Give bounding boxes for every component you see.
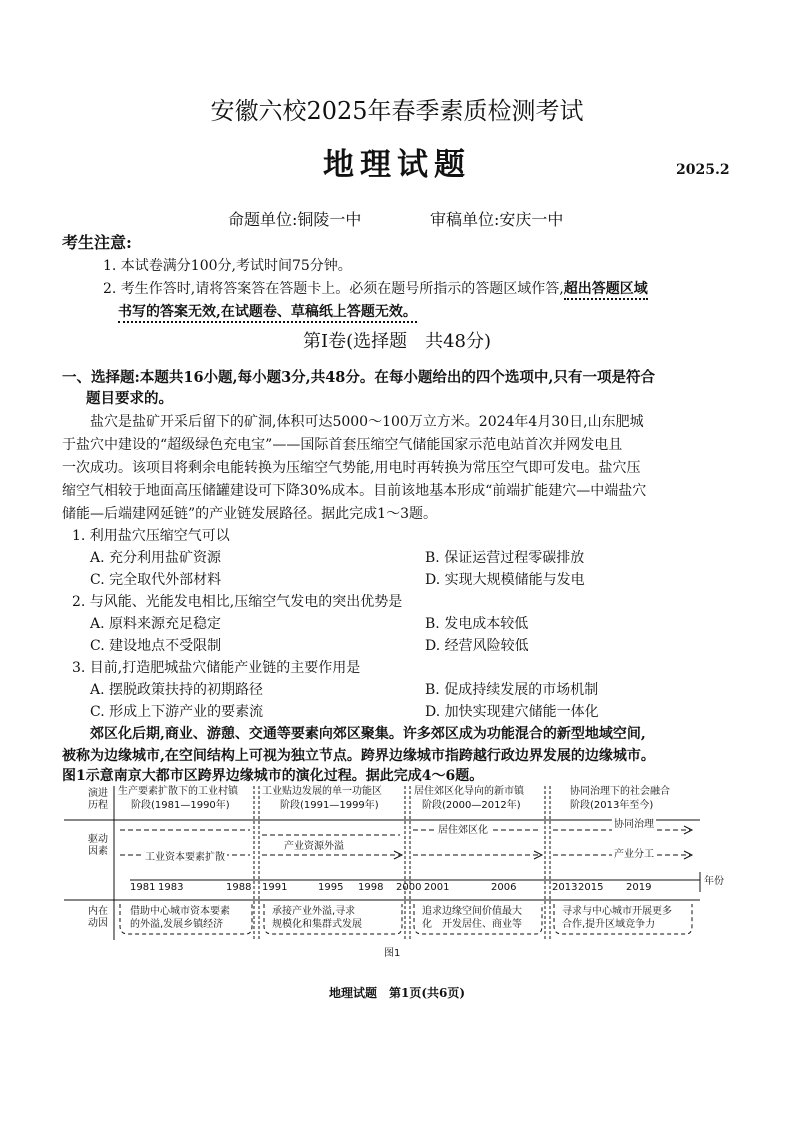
question-3-option-c: C. 形成上下游产业的要素流 bbox=[90, 704, 264, 720]
motive-line: 寻求与中心城市开展更多 bbox=[562, 906, 672, 917]
year-tick: 2006 bbox=[491, 882, 517, 893]
stage-3-name: 居住郊区化导向的新市镇 bbox=[414, 786, 524, 797]
passage-2-line: 郊区化后期,商业、游憩、交通等要素向郊区聚集。许多郊区成为功能混合的新型地域空间, bbox=[62, 726, 646, 742]
driver-label: 产业分工 bbox=[614, 849, 654, 860]
passage-1-line: 缩空气相较于地面高压储罐建设可下降30%成本。目前该地基本形成“前端扩能建穴—中端盐穴 bbox=[62, 483, 647, 499]
exam-date: 2025.2 bbox=[676, 162, 730, 178]
motive-line: 化 开发居住、商业等 bbox=[422, 919, 522, 930]
stage-3-period: 阶段(2000—2012年) bbox=[422, 800, 521, 811]
year-tick: 1991 bbox=[262, 882, 288, 893]
passage-2-line: 被称为边缘城市,在空间结构上可视为独立节点。跨界边缘城市指跨越行政边界发展的边缘城市。 bbox=[62, 748, 655, 764]
year-tick: 2019 bbox=[626, 882, 652, 893]
stage-4-name: 协同治理下的社会融合 bbox=[570, 786, 670, 797]
notice-item-2-emphasis: 超出答题区域 bbox=[564, 281, 648, 300]
proposer: 命题单位:铜陵一中 bbox=[228, 210, 362, 229]
stage-2-name: 工业贴边发展的单一功能区 bbox=[262, 786, 382, 797]
motive-line: 承接产业外溢,寻求 bbox=[272, 906, 356, 917]
year-tick: 2001 bbox=[424, 882, 450, 893]
page-footer: 地理试题 第1页(共6页) bbox=[328, 986, 466, 1000]
question-3-option-a: A. 摆脱政策扶持的初期路径 bbox=[90, 682, 264, 698]
section-instruction-cont: 题目要求的。 bbox=[86, 390, 173, 407]
year-tick: 1988 bbox=[226, 882, 252, 893]
reviewer: 审稿单位:安庆一中 bbox=[430, 210, 564, 229]
notice-item-1: 1. 本试卷满分100分,考试时间75分钟。 bbox=[103, 258, 352, 274]
notice-item-2-text: 2. 考生作答时,请将答案答在答题卡上。必须在题号所指示的答题区域作答, bbox=[103, 281, 564, 297]
row-label-motive: 内在动因 bbox=[88, 906, 108, 929]
question-1-option-a: A. 充分利用盐矿资源 bbox=[90, 550, 222, 566]
stage-1-period: 阶段(1981—1990年) bbox=[131, 800, 230, 811]
volume-title: 第Ⅰ卷(选择题 共48分) bbox=[302, 331, 492, 352]
question-2-option-b: B. 发电成本较低 bbox=[425, 616, 529, 632]
notice-item-2-emphasis-line2: 书写的答案无效,在试题卷、草稿纸上答题无效。 bbox=[118, 304, 417, 323]
motive-line: 合作,提升区域竞争力 bbox=[562, 919, 656, 930]
year-tick: 1998 bbox=[358, 882, 384, 893]
row-label-evolution: 演进历程 bbox=[88, 788, 108, 811]
question-3-option-d: D. 加快实现建穴储能一体化 bbox=[425, 704, 599, 720]
year-tick: 2015 bbox=[578, 882, 604, 893]
section-instruction: 一、选择题:本题共16小题,每小题3分,共48分。在每小题给出的四个选项中,只有一项是符合 bbox=[62, 369, 655, 386]
driver-label: 居住郊区化 bbox=[438, 825, 488, 836]
year-tick: 1995 bbox=[318, 882, 344, 893]
exam-title: 安徽六校2025年春季素质检测考试 bbox=[210, 97, 584, 125]
question-2-stem: 2. 与风能、光能发电相比,压缩空气发电的突出优势是 bbox=[72, 594, 403, 610]
year-tick: 2013 bbox=[552, 882, 578, 893]
subject-title: 地理试题 bbox=[323, 147, 471, 183]
question-1-option-b: B. 保证运营过程零碳排放 bbox=[425, 550, 585, 566]
row-label-driver: 驱动因素 bbox=[88, 834, 108, 857]
notice-heading: 考生注意: bbox=[62, 233, 132, 252]
question-3-option-b: B. 促成持续发展的市场机制 bbox=[425, 682, 599, 698]
question-2-option-c: C. 建设地点不受限制 bbox=[90, 638, 222, 654]
figure-caption: 图1 bbox=[384, 948, 401, 959]
driver-label: 产业资源外溢 bbox=[284, 841, 344, 852]
motive-line: 的外溢,发展乡镇经济 bbox=[130, 919, 224, 930]
question-3-stem: 3. 目前,打造肥城盐穴储能产业链的主要作用是 bbox=[72, 660, 361, 676]
year-tick: 1981 bbox=[130, 882, 156, 893]
year-axis-label: 年份 bbox=[704, 876, 724, 887]
stage-1-name: 生产要素扩散下的工业村镇 bbox=[118, 786, 238, 797]
passage-2-line: 图1示意南京大都市区跨界边缘城市的演化过程。据此完成4～6题。 bbox=[62, 768, 484, 784]
question-1-option-c: C. 完全取代外部材料 bbox=[90, 572, 222, 588]
motive-line: 追求边缘空间价值最大 bbox=[422, 906, 522, 917]
year-tick: 2000 bbox=[396, 882, 422, 893]
question-1-option-d: D. 实现大规模储能与发电 bbox=[425, 572, 585, 588]
driver-label: 工业资本要素扩散 bbox=[145, 852, 225, 863]
passage-1-line: 于盐穴中建设的“超级绿色充电宝”——国际首套压缩空气储能国家示范电站首次并网发电且 bbox=[62, 437, 623, 453]
stage-2-period: 阶段(1991—1999年) bbox=[280, 800, 379, 811]
question-1-stem: 1. 利用盐穴压缩空气可以 bbox=[72, 528, 230, 544]
motive-line: 借助中心城市资本要素 bbox=[130, 906, 230, 917]
motive-line: 规模化和集群式发展 bbox=[272, 919, 362, 930]
question-2-option-d: D. 经营风险较低 bbox=[425, 638, 529, 654]
question-2-option-a: A. 原料来源充足稳定 bbox=[90, 616, 222, 632]
stage-4-period: 阶段(2013年至今) bbox=[570, 800, 654, 811]
passage-1-line: 盐穴是盐矿开采后留下的矿洞,体积可达5000～100万立方米。2024年4月30日,山东肥城 bbox=[62, 414, 644, 430]
driver-label: 协同治理 bbox=[614, 819, 654, 830]
passage-1-line: 一次成功。该项目将剩余电能转换为压缩空气势能,用电时再转换为常压空气即可发电。盐穴压 bbox=[62, 460, 641, 476]
passage-1-line: 储能—后端建网延链”的产业链发展路径。据此完成1～3题。 bbox=[62, 506, 437, 522]
year-tick: 1983 bbox=[158, 882, 184, 893]
